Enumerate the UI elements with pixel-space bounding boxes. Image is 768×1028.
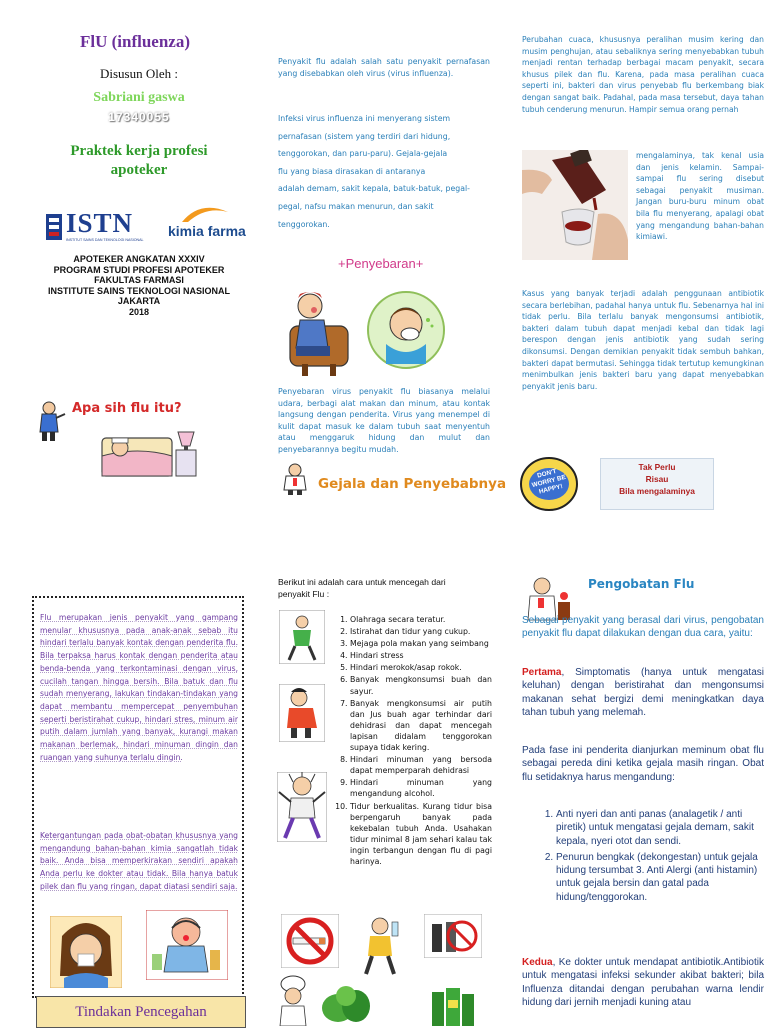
box-paragraph-2: Ketergantungan pada obat-obatan khususnya yang mengandung bahan-bahan kimia sangatlah tidak baik. Anda bisa memperkirakan sendiri apakah Anda perlu ke dokter atau tidak. Bila hanya batuk pilek dan flu yang ringan, dapat diatasi sendiri saja. xyxy=(40,831,238,891)
dont-worry-badge xyxy=(519,456,579,512)
infection-line: tenggorokan. xyxy=(278,219,330,229)
second-text: , Ke dokter untuk mendapat antibiotik.Antibiotik untuk mengatasi infeksi sekunder akibat bakteri; bila Influenza ditandai dengan perubahan warna lendir hidung dari jernih menjadi kuning atau xyxy=(522,957,764,1008)
no-worry-line-3: Bila mengalaminya xyxy=(619,486,695,496)
drug-item: 1. Anti nyeri dan anti panas (analagetik / anti piretik) untuk mengatasi gejala demam, sakit kepala, nyeri otot dan sendi. xyxy=(556,808,764,848)
second-label: Kedua xyxy=(522,957,553,968)
cough-syrup-photo xyxy=(522,150,628,260)
drug-list-block xyxy=(536,808,764,905)
chef-icon xyxy=(276,974,310,1026)
dont-worry-text: DON'T WORRY BE HAPPY! xyxy=(531,467,567,496)
tissue-woman-illustration xyxy=(50,916,122,988)
early-phase-text: Pada fase ini penderita dianjurkan meminum obat flu sebagai pereda dini ketika gejala masih ringan. Obat flu setidaknya harus mengandung: xyxy=(522,745,764,783)
treatment-second xyxy=(522,956,764,1009)
prevention-item: 4. Hindari stress xyxy=(350,650,492,661)
apa-sih-flu-title: Apa sih flu itu? xyxy=(72,401,182,416)
first-label: Pertama xyxy=(522,667,562,678)
flu-info-box xyxy=(32,596,244,998)
sick-child-bed-illustration xyxy=(98,420,200,484)
prevention-intro: Berikut ini adalah cara untuk mencegah dari penyakit Flu : xyxy=(278,577,446,599)
prevention-item: 7. Banyak mengkonsumsi air putih dan Jus buah agar terhindar dari dehidrasi dan dapat mencegah lapisan didalam tenggorokan supaya tidak kering. xyxy=(350,698,492,753)
prevention-item: 10. Tidur berkualitas. Kurang tidur bisa berpengaruh banyak pada kekebalan tubuh Anda. Usahakan tidur minimal 8 jam sehari kalau tak ingin terbangun dengan flu di pagi harinya. xyxy=(350,801,492,868)
infection-text-block xyxy=(278,110,493,233)
inst-line: INSTITUTE SAINS TEKNOLOGI NASIONAL xyxy=(47,285,230,296)
author-nim: 17340055 xyxy=(108,110,170,124)
symptom-title: Gejala dan Penyebabnya xyxy=(318,476,507,492)
spread-text: Penyebaran virus penyakit flu biasanya melalui udara, berbagi alat makan dan minum, atau kontak langsung dengan penderita. Virus yang menempel di kulit dapat masuk ke dalam tubuh saat menyentuh atau menggaruk hidung dan mulut dan penyebarannya begitu mudah. xyxy=(278,387,490,454)
prevention-banner-text: Tindakan Pencegahan xyxy=(75,1004,207,1020)
prevention-item: 3. Mejaga pola makan yang seimbang xyxy=(350,638,492,649)
rest-sleep-icon xyxy=(279,684,325,742)
infection-line: adalah demam, sakit kepala, batuk-batuk, pegal- xyxy=(278,184,470,194)
vegetables-icon xyxy=(320,982,374,1026)
course-line-2: apoteker xyxy=(110,162,168,178)
doctor-mascot-icon xyxy=(280,462,310,496)
istn-logo-text: ISTN xyxy=(66,208,134,238)
prevention-list-block xyxy=(336,614,492,868)
doctor-pointing-icon xyxy=(34,400,66,442)
cover-title: FlU (influenza) xyxy=(79,32,191,51)
stressed-man-icon xyxy=(277,772,327,842)
no-worry-box xyxy=(600,458,714,510)
inst-line: 2018 xyxy=(128,306,150,317)
istn-emblem-icon xyxy=(44,210,64,244)
treatment-title: Pengobatan Flu xyxy=(588,577,695,591)
prevention-banner xyxy=(36,996,246,1028)
course-line-1: Praktek kerja profesi xyxy=(70,143,208,159)
no-worry-line-1: Tak Perlu xyxy=(638,462,676,472)
no-smoking-icon xyxy=(281,914,339,968)
istn-logo xyxy=(44,208,144,246)
infection-line: pegal, nafsu makan menurun, dan sakit xyxy=(278,201,434,211)
treatment-intro: Sebagai penyakit yang berasal dari virus, pengobatan penyakit flu dapat dilakukan dengan dua cara, yaitu: xyxy=(522,615,764,640)
institution-block xyxy=(0,254,278,318)
spread-title: +Penyebaran+ xyxy=(338,256,424,271)
alcohol-bottles-icon xyxy=(428,982,480,1026)
author-label: Disusun Oleh : xyxy=(100,66,178,81)
prevention-item: 5. Hindari merokok/asap rokok. xyxy=(350,662,492,673)
sick-man-chair-illustration xyxy=(284,286,354,378)
inst-line: JAKARTA xyxy=(117,296,161,307)
drug-item: 2. Penurun bengkak (dekongestan) untuk gejala hidung tersumbat 3. Anti Alergi (anti histamin) untuk gejala bersin dan gatal pada hidung/tenggorokan. xyxy=(556,851,764,904)
inst-line: PROGRAM STUDI PROFESI APOTEKER xyxy=(53,264,225,275)
infection-line: tenggorokan, dan paru-paru). Gejala-gejala xyxy=(278,149,448,159)
infection-line: flu yang biasa dirasakan di antaranya xyxy=(278,166,426,176)
prevention-item: 1. Olahraga secara teratur. xyxy=(350,614,492,625)
no-worry-line-2: Risau xyxy=(645,474,669,484)
author-name: Sabriani gaswa xyxy=(93,90,185,105)
prevention-item: 9. Hindari minuman yang mengandung alcohol. xyxy=(350,777,492,799)
antibiotic-text: Kasus yang banyak terjadi adalah penggunaan antibiotik secara berlebihan, padahal hanya untuk flu. Sebenarnya hal ini tidak perlu. Bila terlalu banyak mengonsumsi antibiotik, bakteri dalam tubuh dapat menjadi kebal dan tidak lagi berespon dengan jenis antibiotik yang sudah sering dikonsumsi. Dengan demikian penyakit tidak sembuh bahkan, bakteri dapat bermutasi. Sehingga tidak tertutup kemungkinan menimbulkan jenis bakteri baru yang dapat menyebabkan penyakit jenis baru. xyxy=(522,289,764,391)
istn-logo-subtext: INSTITUT SAINS DAN TEKNOLOGI NASIONAL xyxy=(66,238,144,242)
first-text: , Simptomatis (hanya untuk mengatasi keluhan) dengan beristirahat dan mengonsumsi makanan sehat bergizi demi meningkatkan daya tahan tubuh yang melemah. xyxy=(522,667,764,718)
prevention-item: 2. Istirahat dan tidur yang cukup. xyxy=(350,626,492,637)
inst-line: FAKULTAS FARMASI xyxy=(94,275,184,286)
kimia-farma-text: kimia farma xyxy=(168,223,246,239)
drinking-water-icon xyxy=(358,914,404,978)
sneezing-boy-illustration xyxy=(366,290,446,370)
kimia-farma-swoosh-icon xyxy=(180,204,230,224)
sick-elderly-illustration xyxy=(146,910,228,980)
infection-line: Infeksi virus influenza ini menyerang sistem xyxy=(278,114,451,123)
flu-intro-text: Penyakit flu adalah salah satu penyakit pernafasan yang disebabkan oleh virus (virus influenza). xyxy=(278,57,490,78)
box-paragraph-1: Flu merupakan jenis penyakit yang gampang menular khususnya pada anak-anak sebab itu hindari terlalu banyak kontak dengan penderita flu. Bila terpaksa harus kontak dengan penderita atau benda-benda yang terkontaminasi dengan virus, cucilah tangan hingga bersih. Bila batuk dan flu sudah menyerang, lakukan tindakan-tindakan yang dapat membantu mempercepat penyembuhan seperti beristirahat cukup, hindari stres, minum air putih dalam jumlah yang banyak, kurangi makan makanan berlemak, hindari minuman dingin dan ruangan yang suhunya terlalu dingin. xyxy=(40,613,238,762)
weather-change-text-side: mengalaminya, tak kenal usia dan jenis kelamin. Sampai-sampai flu sering disebut sebagai penyakit musiman. Jangan buru-buru minum obat bila flu menyerang, apalagi obat yang mengandung bahan-bahan kimiawi. xyxy=(636,151,764,242)
infection-line: pernafasan (sistem yang terdiri dari hidung, xyxy=(278,131,451,141)
prevention-item: 6. Banyak mengkonsumsi buah dan sayur. xyxy=(350,674,492,696)
kimia-farma-logo xyxy=(168,204,244,244)
no-soda-icon xyxy=(424,914,482,958)
inst-line: APOTEKER ANGKATAN XXXIV xyxy=(73,254,205,264)
exercise-icon xyxy=(279,610,325,664)
weather-change-text: Perubahan cuaca, khususnya peralihan musim kering dan musim penghujan, atau sebaliknya sering menyebabkan tubuh menjadi rentan terhadap berbagai macam penyakit, secara khusus pilek dan flu. Karena, pada masa peralihan cuaca seperti ini, bakteri dan virus penyebab flu berkembang biak dengan sangat baik. Padahal, pada masa tersebut, daya tahan tubuh cenderung menurun. Hampir semua orang pernah xyxy=(522,35,764,114)
prevention-item: 8. Hindari minuman yang bersoda dapat memperparah dehidrasi xyxy=(350,754,492,776)
treatment-first xyxy=(522,666,764,719)
